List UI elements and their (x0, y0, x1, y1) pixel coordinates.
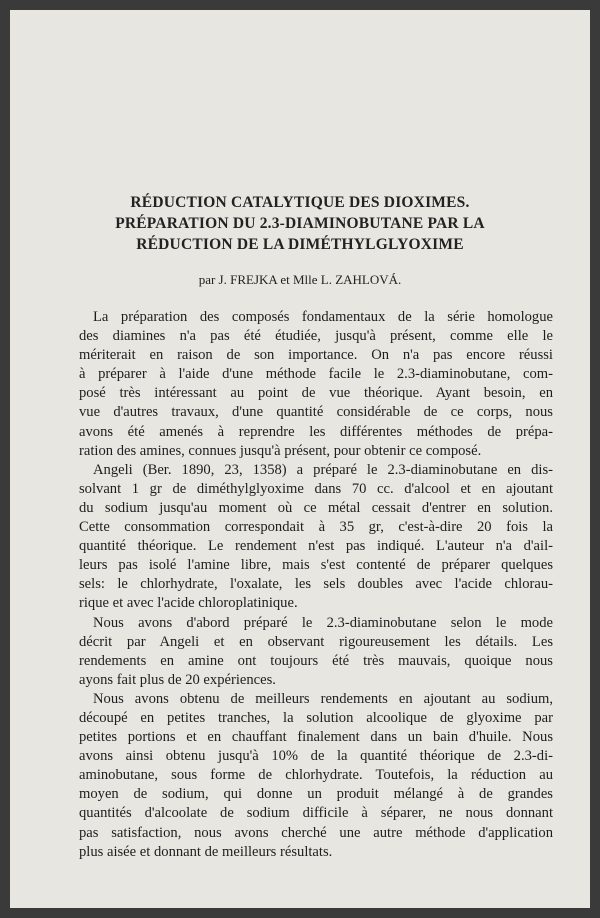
body-line: La préparation des composés fondamentaux de la série homologue (93, 309, 553, 325)
body-line: quantités d'alcoolate de sodium difficile à séparer, ne nous donnant (79, 805, 553, 822)
article-authors: par J. FREJKA et Mlle L. ZAHLOVÁ. (198, 272, 402, 287)
body-line: ration des amines, connues jusqu'à présent, pour obtenir ce composé. (79, 442, 482, 459)
body-line: leurs pas isolé l'amine libre, mais s'est contenté de préparer quelques (79, 557, 553, 574)
body-line: Nous avons obtenu de meilleurs rendements en ajoutant au sodium, (93, 690, 553, 707)
body-line: à préparer à l'aide d'une méthode facile le 2.3-diaminobutane, com- (79, 366, 553, 383)
body-line: Cette consommation correspondait à 35 gr, c'est-à-dire 20 fois la (79, 519, 553, 536)
body-line: du sodium jusqu'au moment où ce métal cessait d'entrer en solution. (79, 499, 553, 516)
title-line: PRÉPARATION DU 2.3-DIAMINOBUTANE PAR LA (115, 215, 485, 232)
body-line: Nous avons d'abord préparé le 2.3-diaminobutane selon le mode (93, 614, 553, 631)
body-line: mériterait en raison de son importance. On n'a pas encore réussi (79, 347, 553, 364)
body-line: avons été amenés à reprendre les différentes méthodes de prépa- (79, 423, 553, 440)
journal-page (10, 10, 590, 908)
body-line: solvant 1 gr de diméthylglyoxime dans 70 cc. d'alcool et en ajoutant (79, 480, 553, 497)
body-line: décrit par Angeli et en observant rigoureusement les détails. Les (79, 633, 553, 650)
body-line: Angeli (Ber. 1890, 23, 1358) a préparé le 2.3-diaminobutane en dis- (93, 461, 553, 478)
body-line: aminobutane, sous forme de chlorhydrate. Toutefois, la réduction au (79, 767, 553, 784)
body-line: plus aisée et donnant de meilleurs résultats. (79, 843, 333, 860)
body-line: rique et avec l'acide chloroplatinique. (79, 595, 298, 612)
title-line: RÉDUCTION DE LA DIMÉTHYLGLYOXIME (136, 236, 464, 253)
article-body (79, 308, 553, 862)
title-line: RÉDUCTION CATALYTIQUE DES DIOXIMES. (130, 194, 470, 211)
body-line: pas satisfaction, nous avons cherché une autre méthode d'application (79, 824, 553, 841)
body-line: vue d'autres travaux, d'une quantité considérable de ce corps, nous (79, 404, 553, 421)
body-line: avons ainsi obtenu jusqu'à 10% de la quantité théorique de 2.3-di- (79, 748, 553, 765)
article-title (10, 192, 590, 255)
body-line: sels: le chlorhydrate, l'oxalate, les sels doubles avec l'acide chlorau- (79, 576, 553, 593)
body-line: petites portions et en chauffant finalement dans un bain d'huile. Nous (79, 729, 553, 746)
body-line: ayons fait plus de 20 expériences. (79, 671, 276, 688)
body-line: quantité théorique. Le rendement n'est pas indiqué. L'auteur n'a d'ail- (79, 538, 553, 555)
body-line: moyen de sodium, qui donne un produit mélangé à de grandes (79, 786, 553, 803)
body-line: rendements en amine ont toujours été très mauvais, quoique nous (79, 652, 553, 669)
body-line: posé très intéressant au point de vue théorique. Ayant besoin, en (79, 385, 553, 402)
body-line: des diamines n'a pas été étudiée, jusqu'à présent, comme elle le (79, 328, 553, 345)
body-line: découpé en petites tranches, la solution alcoolique de glyoxime par (79, 709, 553, 726)
